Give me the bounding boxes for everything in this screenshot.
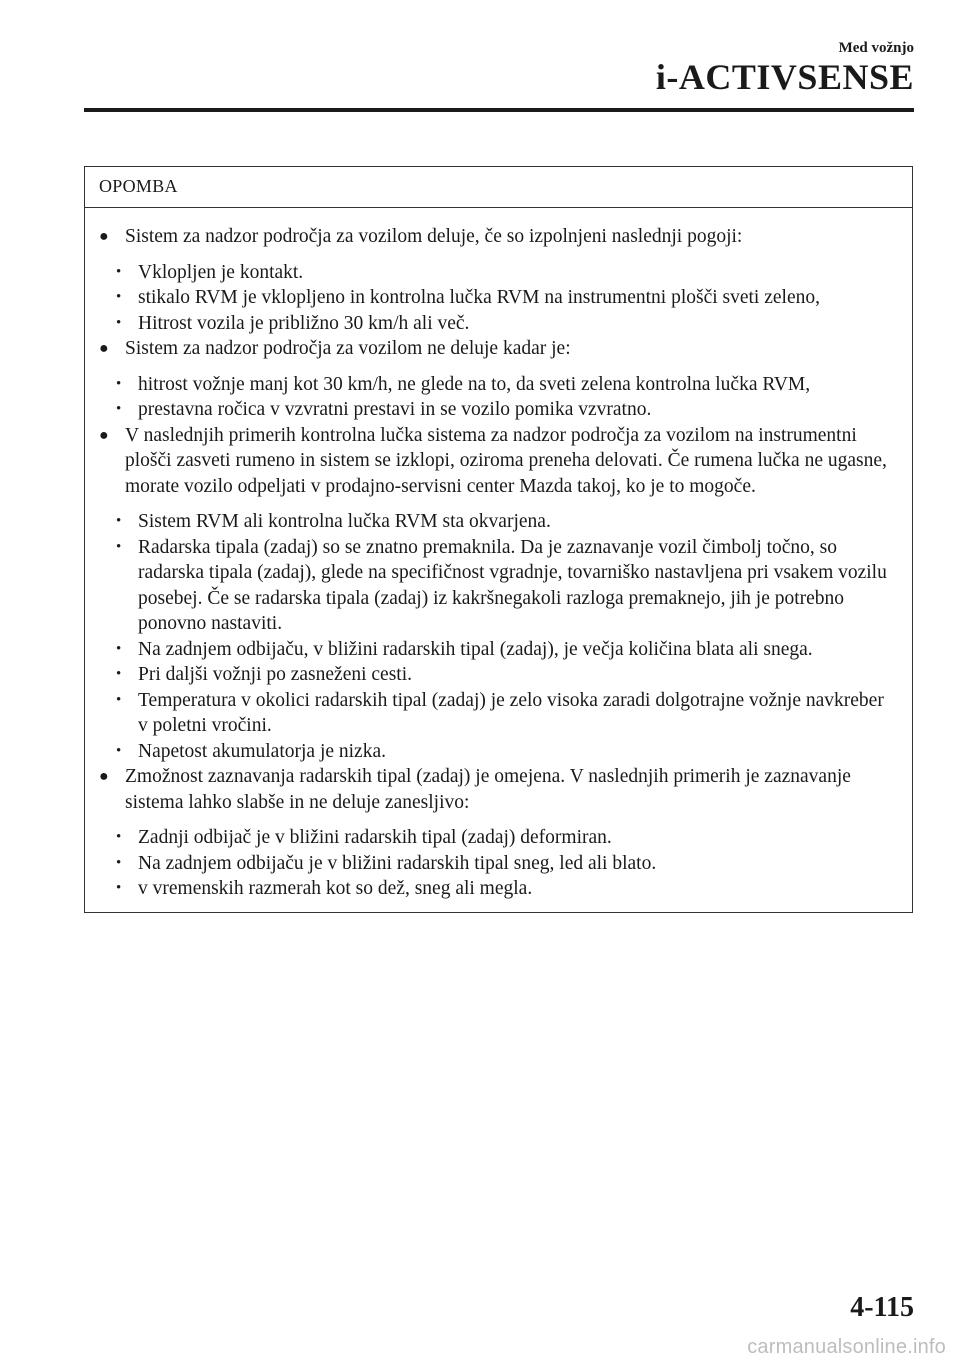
- sub-item: • Radarska tipala (zadaj) so se znatno premaknila. Da je zaznavanje vozil čimbolj točno, so radarska tipala (zadaj), glede na specifičnost vgradnje, tovarniško nastavljena pri vsakem vozilu posebej. Če se radarska tipala (zadaj) iz kakršnegakoli razloga premaknejo, jih je potrebno ponovno nastaviti.: [116, 536, 887, 634]
- sub-item: • Vklopljen je kontakt.: [99, 260, 894, 286]
- sub-bullet-icon: •: [116, 880, 122, 896]
- bullet-icon: ●: [99, 228, 109, 245]
- section-label: Med vožnjo: [838, 40, 914, 56]
- sub-bullet-icon: •: [116, 691, 122, 708]
- note-item: [99, 336, 894, 423]
- sub-list: [99, 509, 894, 764]
- bullet-icon: ●: [99, 768, 109, 785]
- sub-bullet-icon: •: [116, 742, 122, 759]
- note-item: [99, 224, 894, 336]
- note-item-text: ● Sistem za nadzor področja za vozilom ne deluje kadar je:: [99, 336, 894, 362]
- sub-bullet-icon: •: [116, 289, 122, 305]
- note-item-text: ● Sistem za nadzor področja za vozilom deluje, če so izpolnjeni naslednji pogoji:: [99, 224, 894, 250]
- sub-item: • prestavna ročica v vzvratni prestavi in se vozilo pomika vzvratno.: [99, 397, 894, 423]
- sub-list: [99, 260, 894, 337]
- sub-bullet-icon: •: [116, 666, 122, 682]
- sub-item: • Na zadnjem odbijaču je v bližini radarskih tipal sneg, led ali blato.: [99, 851, 894, 877]
- sub-item: • hitrost vožnje manj kot 30 km/h, ne glede na to, da sveti zelena kontrolna lučka RVM,: [99, 372, 894, 398]
- bullet-icon: ●: [99, 426, 109, 444]
- sub-bullet-icon: •: [116, 854, 122, 871]
- sub-list: [99, 372, 894, 423]
- sub-bullet-icon: •: [116, 375, 122, 392]
- note-box: [84, 166, 913, 913]
- note-item-text: ● Zmožnost zaznavanja radarskih tipal (zadaj) je omejena. V naslednjih primerih je zaznavanje sistema lahko slabše in ne deluje zanesljivo:: [99, 766, 851, 813]
- note-title: OPOMBA: [85, 167, 912, 208]
- note-item: [99, 764, 894, 902]
- watermark-link[interactable]: carmanualsonline.info: [747, 1336, 946, 1358]
- sub-item: • Napetost akumulatorja je nizka.: [99, 739, 894, 765]
- sub-item: • Hitrost vozila je približno 30 km/h ali več.: [99, 311, 894, 337]
- header-divider: [84, 108, 914, 112]
- sub-bullet-icon: •: [116, 513, 122, 529]
- sub-bullet-icon: •: [116, 401, 122, 417]
- note-item-text: ● V naslednjih primerih kontrolna lučka sistema za nadzor področja za vozilom na instrumentni plošči zasveti rumeno in sistem se izklopi, oziroma preneha delovati. Če rumena lučka ne ugasne, morate vozilo odpeljati v prodajno-servisni center Mazda takoj, ko je to mogoče.: [99, 424, 887, 497]
- sub-bullet-icon: •: [116, 314, 122, 331]
- sub-bullet-icon: •: [116, 263, 122, 280]
- sub-bullet-icon: •: [116, 640, 122, 657]
- sub-item: • Zadnji odbijač je v bližini radarskih tipal (zadaj) deformiran.: [99, 825, 894, 851]
- note-body: [85, 208, 912, 912]
- sub-item: • v vremenskih razmerah kot so dež, sneg ali megla.: [99, 876, 894, 902]
- bullet-icon: ●: [99, 340, 109, 357]
- note-item: [99, 423, 894, 765]
- page-number: 4-115: [850, 1292, 914, 1323]
- sub-item: • Na zadnjem odbijaču, v bližini radarskih tipal (zadaj), je večja količina blata ali snega.: [99, 637, 894, 663]
- sub-item: • Temperatura v okolici radarskih tipal (zadaj) je zelo visoka zaradi dolgotrajne vožnje navkreber v poletni vročini.: [116, 689, 884, 736]
- sub-item: • Pri daljši vožnji po zasneženi cesti.: [99, 662, 894, 688]
- sub-bullet-icon: •: [116, 538, 122, 555]
- sub-item: • Sistem RVM ali kontrolna lučka RVM sta okvarjena.: [99, 509, 894, 535]
- sub-item: • stikalo RVM je vklopljeno in kontrolna lučka RVM na instrumentni plošči sveti zeleno,: [99, 285, 894, 311]
- page-title: i-ACTIVSENSE: [655, 57, 914, 97]
- sub-list: [99, 825, 894, 902]
- sub-bullet-icon: •: [116, 829, 122, 845]
